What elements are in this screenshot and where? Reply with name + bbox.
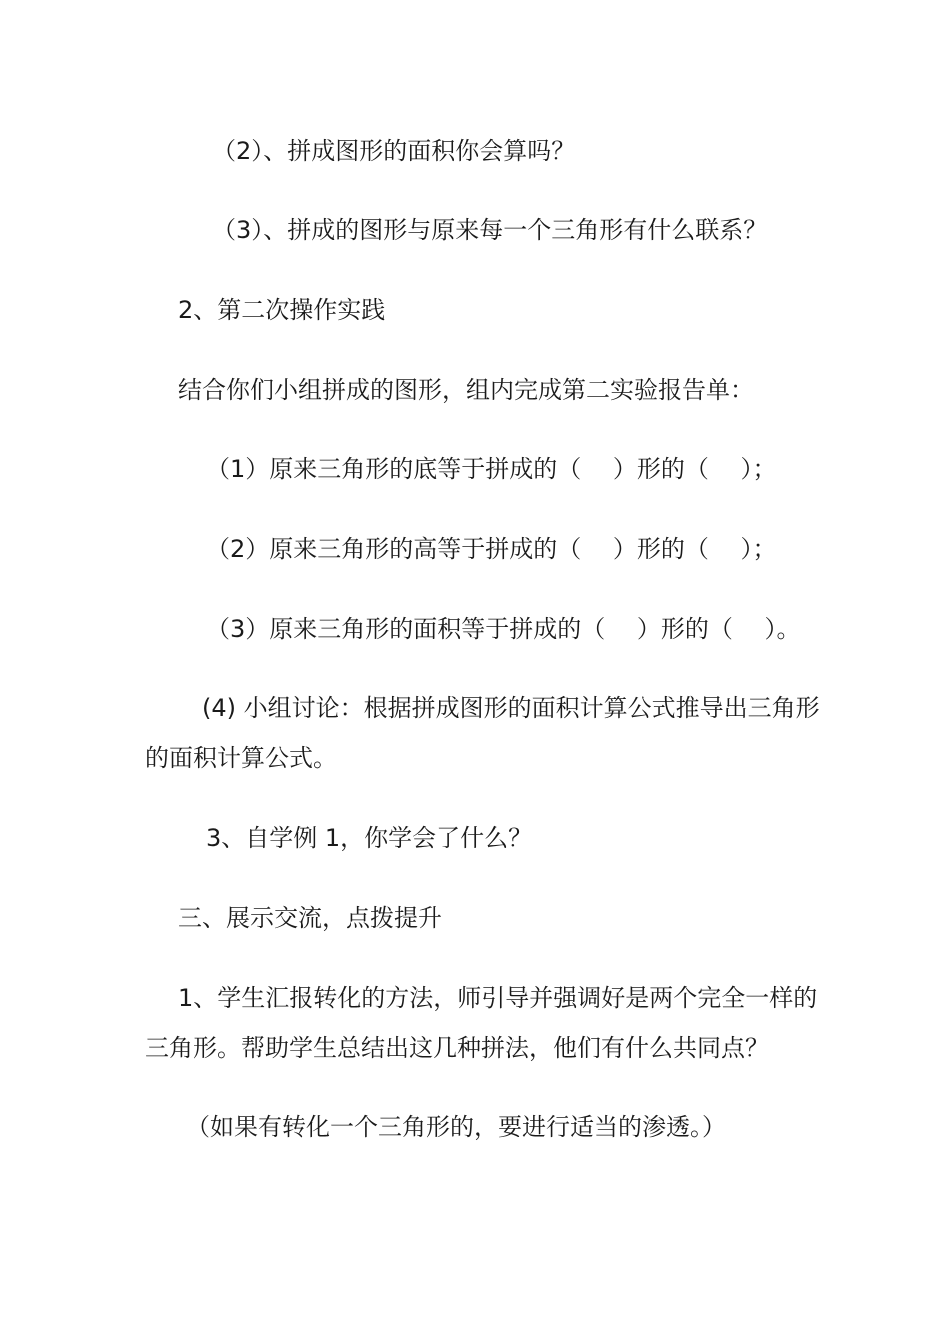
question-3-relation: （3）、拼成的图形与原来每一个三角形有什么联系？ bbox=[212, 216, 768, 244]
question-2-area: （2）、拼成图形的面积你会算吗？ bbox=[212, 137, 576, 165]
report-item-3: （3）原来三角形的面积等于拼成的（ ）形的（ ）。 bbox=[206, 615, 801, 643]
paragraph-note: （如果有转化一个三角形的，要进行适当的渗透。） bbox=[186, 1113, 726, 1141]
section-2-heading: 2、第二次操作实践 bbox=[178, 296, 386, 324]
report-item-1: （1）原来三角形的底等于拼成的（ ）形的（ ）； bbox=[206, 455, 777, 483]
report-item-2: （2）原来三角形的高等于拼成的（ ）形的（ ）； bbox=[206, 535, 777, 563]
report-item-4-line-1: (4) 小组讨论：根据拼成图形的面积计算公式推导出三角形 bbox=[202, 694, 820, 722]
report-item-4-line-2: 的面积计算公式。 bbox=[145, 744, 337, 772]
part-3-heading: 三、展示交流，点拨提升 bbox=[178, 904, 442, 932]
paragraph-1-line-1: 1、学生汇报转化的方法，师引导并强调好是两个完全一样的 bbox=[178, 984, 818, 1012]
report-instruction: 结合你们小组拼成的图形，组内完成第二实验报告单： bbox=[178, 376, 754, 404]
section-3-self-study: 3、自学例 1，你学会了什么？ bbox=[206, 824, 533, 852]
paragraph-1-line-2: 三角形。帮助学生总结出这几种拼法，他们有什么共同点？ bbox=[145, 1034, 769, 1062]
